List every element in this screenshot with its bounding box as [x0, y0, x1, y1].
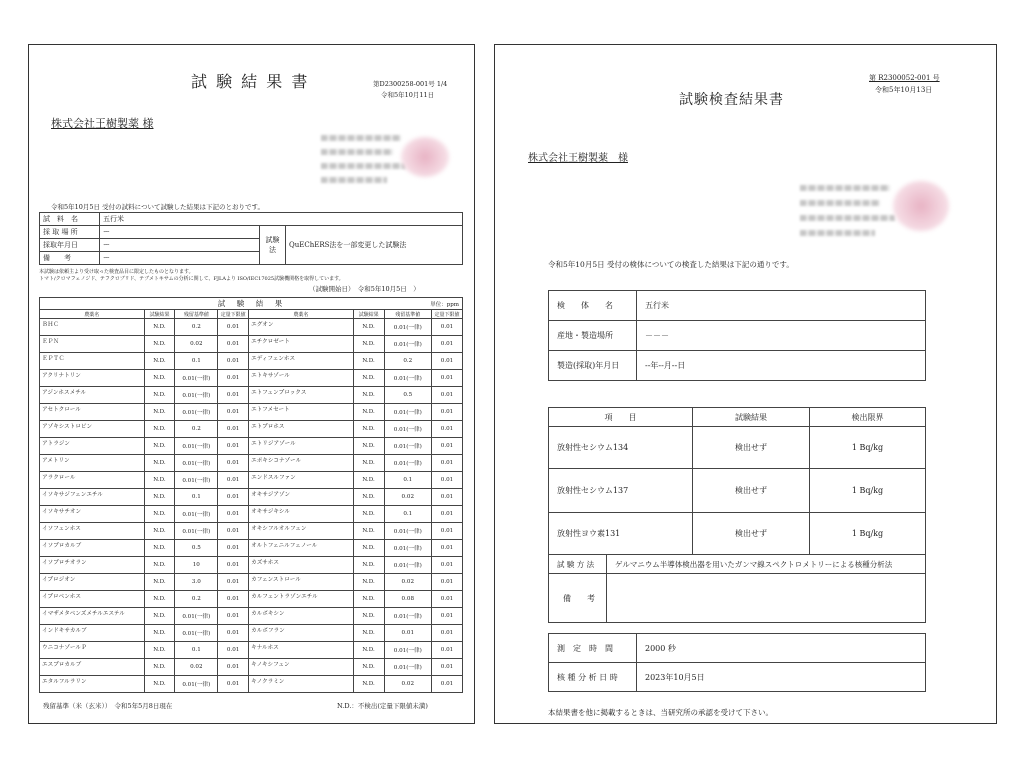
residue-limit: 0.5	[175, 540, 218, 557]
test-result: N.D.	[353, 574, 384, 591]
pesticide-name: キナルホス	[249, 642, 354, 659]
residue-limit: 0.01(一律)	[384, 455, 432, 472]
table-row	[40, 659, 463, 676]
quant-limit: 0.01	[432, 370, 463, 387]
quant-limit: 0.01	[218, 506, 249, 523]
residue-limit: 0.01(一律)	[175, 438, 218, 455]
quant-limit: 0.01	[432, 472, 463, 489]
column-header: 定量下限値	[432, 310, 463, 319]
residue-limit: 0.1	[175, 353, 218, 370]
residue-limit: 0.1	[384, 506, 432, 523]
redacted-issuer-line	[321, 149, 393, 155]
test-result: N.D.	[144, 642, 175, 659]
pesticide-name: エチクロゼート	[249, 336, 354, 353]
quant-limit: 0.01	[432, 319, 463, 336]
quant-limit: 0.01	[218, 625, 249, 642]
report-title: 試験検査結果書	[679, 92, 784, 108]
pesticide-name: イソプロカルブ	[40, 540, 145, 557]
test-result: N.D.	[353, 625, 384, 642]
radiation-test-report	[494, 44, 997, 724]
test-result: N.D.	[353, 421, 384, 438]
residue-limit: 0.01	[384, 625, 432, 642]
test-result: N.D.	[353, 336, 384, 353]
test-result: N.D.	[144, 319, 175, 336]
test-result: N.D.	[144, 540, 175, 557]
test-result: N.D.	[353, 591, 384, 608]
residue-limit: 0.1	[175, 489, 218, 506]
test-result: N.D.	[353, 506, 384, 523]
residue-limit: 0.01(一律)	[384, 319, 432, 336]
column-header: 残留基準値	[384, 310, 432, 319]
sample-date-value: --年--月--日	[637, 351, 926, 381]
quant-limit: 0.01	[432, 353, 463, 370]
pesticide-name: アゾキシストロビン	[40, 421, 145, 438]
redacted-issuer-line	[321, 135, 401, 141]
redacted-issuer-line	[800, 185, 890, 191]
quant-limit: 0.01	[218, 387, 249, 404]
test-result: N.D.	[144, 574, 175, 591]
quant-limit: 0.01	[218, 421, 249, 438]
test-result: N.D.	[353, 659, 384, 676]
table-row	[40, 421, 463, 438]
pesticide-name: ＥＰＮ	[40, 336, 145, 353]
company-seal	[893, 181, 949, 231]
pesticide-name: カフェンストロール	[249, 574, 354, 591]
residue-limit: 10	[175, 557, 218, 574]
company-seal	[401, 137, 449, 177]
residue-limit: 0.01(一律)	[175, 506, 218, 523]
table-row	[40, 574, 463, 591]
residue-limit: 0.01(一律)	[384, 608, 432, 625]
sample-name-value: 五行米	[100, 213, 463, 226]
document-date: 令和5年10月13日	[875, 86, 933, 94]
redacted-issuer-line	[800, 200, 880, 206]
residue-limit: 0.02	[384, 489, 432, 506]
test-result: N.D.	[353, 608, 384, 625]
measure-time-value: 2000 秒	[637, 634, 926, 663]
residue-limit: 0.02	[384, 676, 432, 693]
analysis-date-value: 2023年10月5日	[637, 663, 926, 692]
pesticide-name: オキシフルオルフェン	[249, 523, 354, 540]
table-row	[40, 608, 463, 625]
pesticide-name: カルボキシン	[249, 608, 354, 625]
quant-limit: 0.01	[218, 557, 249, 574]
table-row	[40, 642, 463, 659]
intro-text: 令和5年10月5日 受付の試料について試験した結果は下記のとおりです。	[51, 203, 264, 211]
sample-date-label: 採取年月日	[40, 239, 100, 252]
pesticide-name: カルボフラン	[249, 625, 354, 642]
test-result: N.D.	[353, 455, 384, 472]
sample-note-label: 備 考	[40, 252, 100, 265]
residue-limit: 0.01(一律)	[384, 642, 432, 659]
residue-limit: 0.01(一律)	[175, 608, 218, 625]
test-result: N.D.	[353, 370, 384, 387]
column-header: 定量下限値	[218, 310, 249, 319]
table-row	[40, 591, 463, 608]
test-result: N.D.	[144, 438, 175, 455]
nuclide-name: 放射性ヨウ素131	[549, 513, 693, 555]
column-header: 試験結果	[693, 408, 810, 427]
nuclide-name: 放射性セシウム137	[549, 469, 693, 513]
quant-limit: 0.01	[432, 489, 463, 506]
pesticide-name: エトフェンプロックス	[249, 387, 354, 404]
residue-limit: 0.2	[175, 591, 218, 608]
pesticide-name: イソキサチオン	[40, 506, 145, 523]
sample-place-label: 採 取 場 所	[40, 226, 100, 239]
footer-note: 本結果書を他に掲載するときは、当研究所の承認を受けて下さい。	[548, 708, 773, 717]
pesticide-name: カズサホス	[249, 557, 354, 574]
table-row	[40, 404, 463, 421]
quant-limit: 0.01	[432, 438, 463, 455]
pesticide-name: イプロジオン	[40, 574, 145, 591]
residue-limit: 0.01(一律)	[175, 472, 218, 489]
pesticide-name: アジンホスメチル	[40, 387, 145, 404]
quant-limit: 0.01	[432, 625, 463, 642]
pesticide-name: イソキサジフェンエチル	[40, 489, 145, 506]
quant-limit: 0.01	[432, 591, 463, 608]
pesticide-name: ウニコナゾールＰ	[40, 642, 145, 659]
table-row	[40, 336, 463, 353]
residue-limit: 0.01(一律)	[384, 540, 432, 557]
pesticide-name: エポキシコナゾール	[249, 455, 354, 472]
residue-limit: 0.01(一律)	[384, 438, 432, 455]
note-line: 本試験は依頼主より受け取った検査品目に限定したものとなります。	[39, 269, 194, 275]
pesticide-name: オキサジアゾン	[249, 489, 354, 506]
pesticide-name: アトラジン	[40, 438, 145, 455]
table-row	[40, 676, 463, 693]
results-header-row	[40, 310, 463, 319]
sample-name-value: 五行米	[637, 291, 926, 321]
residue-limit: 0.5	[384, 387, 432, 404]
residue-limit: 0.01(一律)	[384, 404, 432, 421]
test-start-date: （試験開始日） 令和5年10月5日 ）	[309, 285, 420, 293]
table-row	[40, 387, 463, 404]
table-row	[40, 489, 463, 506]
residue-limit: 0.2	[384, 353, 432, 370]
test-result: N.D.	[144, 387, 175, 404]
residue-limit: 3.0	[175, 574, 218, 591]
sample-date-label: 製造(採取)年月日	[549, 351, 637, 381]
column-header: 項 目	[549, 408, 693, 427]
test-result: N.D.	[144, 336, 175, 353]
residue-limit: 0.02	[175, 659, 218, 676]
quant-limit: 0.01	[218, 642, 249, 659]
quant-limit: 0.01	[432, 523, 463, 540]
column-header: 農薬名	[40, 310, 145, 319]
quant-limit: 0.01	[218, 472, 249, 489]
document-number: 第D2300258-001号 1/4	[373, 80, 448, 88]
residue-limit: 0.02	[175, 336, 218, 353]
test-result: N.D.	[353, 404, 384, 421]
sample-info-table	[548, 290, 926, 381]
method-value: ゲルマニウム半導体検出器を用いたガンマ線スペクトロメトリーによる核種分析法	[615, 559, 893, 569]
column-header: 試験結果	[144, 310, 175, 319]
pesticide-name: カルフェントラゾンエチル	[249, 591, 354, 608]
residue-limit: 0.01(一律)	[175, 625, 218, 642]
pesticide-name: イソフェンホス	[40, 523, 145, 540]
results-title: 試 験 結 果	[217, 299, 285, 308]
sample-date-value: ー	[100, 239, 260, 252]
pesticide-name: キノキシフェン	[249, 659, 354, 676]
test-method-value: QuEChERS法を一部変更した試験法	[286, 226, 463, 265]
test-result: N.D.	[144, 523, 175, 540]
quant-limit: 0.01	[432, 557, 463, 574]
redacted-issuer-line	[800, 215, 895, 221]
column-header: 残留基準値	[175, 310, 218, 319]
residue-limit: 0.01(一律)	[175, 523, 218, 540]
pesticide-name: エタルフルラリン	[40, 676, 145, 693]
quant-limit: 0.01	[432, 336, 463, 353]
residue-limit: 0.01(一律)	[175, 455, 218, 472]
quant-limit: 0.01	[432, 642, 463, 659]
table-row	[40, 353, 463, 370]
test-result: N.D.	[353, 387, 384, 404]
test-result: N.D.	[353, 676, 384, 693]
test-result: N.D.	[144, 370, 175, 387]
test-result: N.D.	[353, 319, 384, 336]
intro-text: 令和5年10月5日 受付の検体についての検査した結果は下記の通りです。	[548, 260, 794, 269]
note-line: トマト/クロマフェノジド、テフクロブリド、テブメトキサムの分析に関して、FJLAより ISO/IEC17025試験機関格を取得しています。	[39, 276, 344, 282]
pesticide-name: エトプロホス	[249, 421, 354, 438]
test-result: 検出せず	[693, 427, 810, 469]
pesticide-name: イソプロチオラン	[40, 557, 145, 574]
sample-place-label: 産地・製造場所	[549, 321, 637, 351]
recipient-name: 株式会社王樹製薬 様	[528, 153, 628, 164]
quant-limit: 0.01	[432, 574, 463, 591]
residue-limit: 0.01(一律)	[384, 659, 432, 676]
residue-limit: 0.01(一律)	[384, 421, 432, 438]
pesticide-name: イプロベンホス	[40, 591, 145, 608]
test-result: 検出せず	[693, 469, 810, 513]
quant-limit: 0.01	[432, 506, 463, 523]
pesticide-name: エトリジアゾール	[249, 438, 354, 455]
quant-limit: 0.01	[432, 676, 463, 693]
detection-limit: 1 Bq/kg	[810, 469, 926, 513]
pesticide-name: エトフメセート	[249, 404, 354, 421]
test-result: N.D.	[144, 404, 175, 421]
residue-limit: 0.01(一律)	[175, 676, 218, 693]
pesticide-name: エスプロカルブ	[40, 659, 145, 676]
pesticide-name: インドキサカルブ	[40, 625, 145, 642]
sample-place-value: －－－	[637, 321, 926, 351]
standard-footnote: 残留基準（米（玄米）） 令和5年5月8日現在	[43, 702, 173, 710]
quant-limit: 0.01	[218, 608, 249, 625]
residue-limit: 0.01(一律)	[175, 404, 218, 421]
quant-limit: 0.01	[432, 608, 463, 625]
residue-limit: 0.01(一律)	[384, 557, 432, 574]
residue-limit: 0.2	[175, 421, 218, 438]
test-result: N.D.	[353, 523, 384, 540]
table-row	[40, 506, 463, 523]
test-result: N.D.	[144, 455, 175, 472]
quant-limit: 0.01	[432, 455, 463, 472]
test-result: N.D.	[144, 489, 175, 506]
pesticide-name: ＢＨＣ	[40, 319, 145, 336]
pesticide-name: アラクロール	[40, 472, 145, 489]
redacted-issuer-line	[321, 177, 387, 183]
pesticide-name: ＥＰＴＣ	[40, 353, 145, 370]
test-result: N.D.	[144, 557, 175, 574]
quant-limit: 0.01	[218, 659, 249, 676]
pesticide-name: イマザメタベンズメチルエステル	[40, 608, 145, 625]
table-row	[40, 438, 463, 455]
quant-limit: 0.01	[218, 353, 249, 370]
table-row	[40, 557, 463, 574]
residue-limit: 0.01(一律)	[175, 387, 218, 404]
test-result: N.D.	[144, 659, 175, 676]
table-row	[40, 455, 463, 472]
quant-limit: 0.01	[432, 540, 463, 557]
quant-limit: 0.01	[218, 336, 249, 353]
table-row	[40, 540, 463, 557]
quant-limit: 0.01	[218, 591, 249, 608]
recipient-name: 株式会社王樹製薬 様	[51, 117, 154, 130]
sample-name-label: 試 料 名	[40, 213, 100, 226]
radiation-results-table	[548, 407, 926, 623]
pesticide-name: エトキサゾール	[249, 370, 354, 387]
document-number: 第 R2300052-001 号	[869, 74, 940, 82]
test-result: 検出せず	[693, 513, 810, 555]
test-result: N.D.	[353, 353, 384, 370]
pesticide-name: アクリナトリン	[40, 370, 145, 387]
measurement-table	[548, 633, 926, 692]
analysis-date-label: 核 種 分 析 日 時	[549, 663, 637, 692]
quant-limit: 0.01	[218, 370, 249, 387]
residue-limit: 0.02	[384, 574, 432, 591]
redacted-issuer-line	[321, 163, 406, 169]
residue-limit: 0.01(一律)	[175, 370, 218, 387]
test-result: N.D.	[353, 642, 384, 659]
pesticide-name: オルトフェニルフェノール	[249, 540, 354, 557]
measure-time-label: 測 定 時 間	[549, 634, 637, 663]
column-header: 試験結果	[353, 310, 384, 319]
test-result: N.D.	[353, 472, 384, 489]
quant-limit: 0.01	[218, 489, 249, 506]
table-row	[40, 523, 463, 540]
residue-limit: 0.01(一律)	[384, 523, 432, 540]
test-result: N.D.	[353, 438, 384, 455]
pesticide-test-report	[28, 44, 475, 724]
residue-limit: 0.1	[384, 472, 432, 489]
quant-limit: 0.01	[218, 574, 249, 591]
quant-limit: 0.01	[432, 421, 463, 438]
pesticide-name: エンドスルファン	[249, 472, 354, 489]
quant-limit: 0.01	[432, 404, 463, 421]
sample-info-table	[39, 212, 463, 265]
sample-place-value: ー	[100, 226, 260, 239]
sample-note-value: ー	[100, 252, 260, 265]
residue-limit: 0.01(一律)	[384, 336, 432, 353]
nuclide-name: 放射性セシウム134	[549, 427, 693, 469]
sample-name-label: 検 体 名	[549, 291, 637, 321]
report-title: 試 験 結 果 書	[191, 72, 310, 91]
quant-limit: 0.01	[218, 676, 249, 693]
quant-limit: 0.01	[432, 659, 463, 676]
pesticide-name: エグオン	[249, 319, 354, 336]
test-result: N.D.	[353, 540, 384, 557]
table-row	[40, 625, 463, 642]
quant-limit: 0.01	[218, 438, 249, 455]
test-result: N.D.	[144, 421, 175, 438]
table-row	[40, 472, 463, 489]
pesticide-name: エディフェンホス	[249, 353, 354, 370]
test-result: N.D.	[144, 506, 175, 523]
residue-limit: 0.08	[384, 591, 432, 608]
test-result: N.D.	[353, 489, 384, 506]
table-row	[40, 319, 463, 336]
test-result: N.D.	[144, 625, 175, 642]
test-result: N.D.	[144, 472, 175, 489]
column-header: 農薬名	[249, 310, 354, 319]
table-row	[40, 370, 463, 387]
quant-limit: 0.01	[218, 455, 249, 472]
test-result: N.D.	[144, 353, 175, 370]
pesticide-name: アメトリン	[40, 455, 145, 472]
pesticide-name: オキサジキシル	[249, 506, 354, 523]
detection-limit: 1 Bq/kg	[810, 513, 926, 555]
method-label: 試 験 方 法	[549, 555, 607, 573]
pesticide-name: キノクラミン	[249, 676, 354, 693]
pesticide-results-table	[39, 297, 463, 693]
residue-limit: 0.2	[175, 319, 218, 336]
test-result: N.D.	[144, 591, 175, 608]
quant-limit: 0.01	[218, 319, 249, 336]
test-method-label: 試験法	[260, 226, 286, 265]
unit-label: 単位：ppm	[430, 302, 459, 308]
quant-limit: 0.01	[432, 387, 463, 404]
pesticide-name: アセトクロール	[40, 404, 145, 421]
quant-limit: 0.01	[218, 540, 249, 557]
detection-limit: 1 Bq/kg	[810, 427, 926, 469]
test-result: N.D.	[144, 608, 175, 625]
remarks-label: 備 考	[549, 574, 607, 622]
quant-limit: 0.01	[218, 523, 249, 540]
column-header: 検出限界	[810, 408, 926, 427]
redacted-issuer-line	[800, 230, 875, 236]
residue-limit: 0.1	[175, 642, 218, 659]
document-date: 令和5年10月11日	[381, 91, 435, 99]
test-result: N.D.	[144, 676, 175, 693]
quant-limit: 0.01	[218, 404, 249, 421]
residue-limit: 0.01(一律)	[384, 370, 432, 387]
test-result: N.D.	[353, 557, 384, 574]
nd-footnote: N.D.：不検出(定量下限値未満)	[337, 702, 428, 710]
